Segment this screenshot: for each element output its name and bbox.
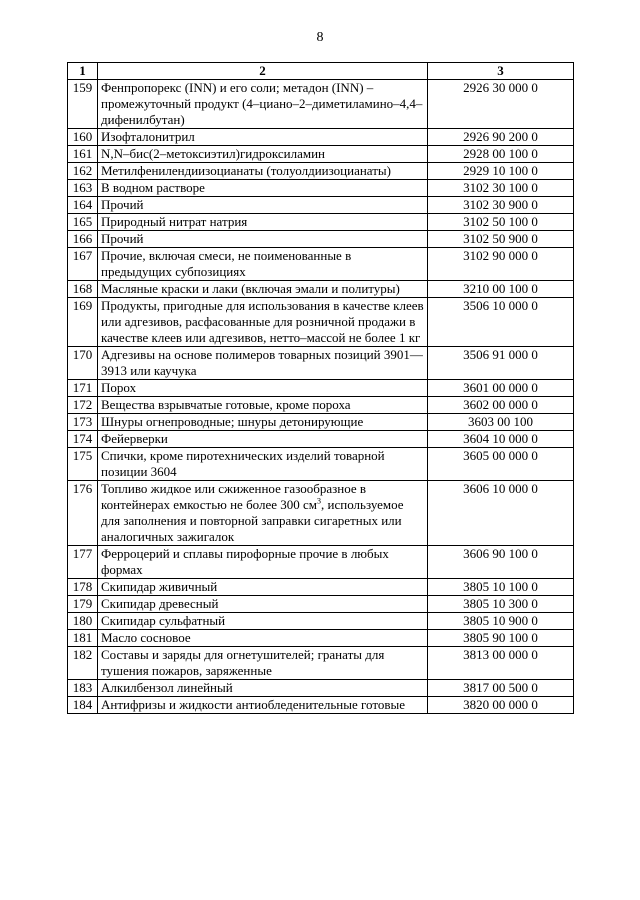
column-header-code: 3: [428, 63, 574, 80]
row-description: Скипидар древесный: [98, 596, 428, 613]
row-number: 180: [68, 613, 98, 630]
row-number: 184: [68, 697, 98, 714]
row-number: 183: [68, 680, 98, 697]
table-row: [68, 231, 574, 248]
row-code: 3805 10 100 0: [428, 579, 574, 596]
row-description: Вещества взрывчатые готовые, кроме пороха: [98, 397, 428, 414]
row-description: Природный нитрат натрия: [98, 214, 428, 231]
row-description: Прочие, включая смеси, не поименованные в предыдущих субпозициях: [98, 248, 428, 281]
row-description: Скипидар живичный: [98, 579, 428, 596]
row-description-part: , используемое для заполнения и повторной заправки сигаретных или аналогичных зажигалок: [101, 497, 404, 544]
row-description: Фейерверки: [98, 431, 428, 448]
row-description: [98, 481, 428, 546]
row-description: Масляные краски и лаки (включая эмали и политуры): [98, 281, 428, 298]
row-number: 166: [68, 231, 98, 248]
table-row: [68, 281, 574, 298]
row-code: 3817 00 500 0: [428, 680, 574, 697]
row-description: Шнуры огнепроводные; шнуры детонирующие: [98, 414, 428, 431]
row-number: 171: [68, 380, 98, 397]
row-number: 167: [68, 248, 98, 281]
row-description: Метилфенилендиизоцианаты (толуолдиизоцианаты): [98, 163, 428, 180]
page-number: 8: [316, 30, 324, 45]
table-row: [68, 397, 574, 414]
row-code: 3210 00 100 0: [428, 281, 574, 298]
row-code: 3820 00 000 0: [428, 697, 574, 714]
table-row: [68, 163, 574, 180]
row-description: Алкилбензол линейный: [98, 680, 428, 697]
table-row: [68, 630, 574, 647]
row-description: Продукты, пригодные для использования в качестве клеев или адгезивов, расфасованные для розничной продажи в качестве клеев или адгезивов, нетто–массой не более 1 кг: [98, 298, 428, 347]
column-header-number: 1: [68, 63, 98, 80]
table-row: [68, 431, 574, 448]
table-row: [68, 647, 574, 680]
row-description: Антифризы и жидкости антиобледенительные готовые: [98, 697, 428, 714]
row-code: 3102 30 100 0: [428, 180, 574, 197]
row-description: N,N–бис(2–метоксиэтил)гидроксиламин: [98, 146, 428, 163]
row-code: 3606 90 100 0: [428, 546, 574, 579]
row-code: 3601 00 000 0: [428, 380, 574, 397]
row-number: 179: [68, 596, 98, 613]
row-description: Изофталонитрил: [98, 129, 428, 146]
table-row: [68, 380, 574, 397]
row-code: 3102 90 000 0: [428, 248, 574, 281]
row-number: 178: [68, 579, 98, 596]
superscript-exponent: 3: [317, 496, 322, 506]
row-description: Ферроцерий и сплавы пирофорные прочие в любых формах: [98, 546, 428, 579]
row-code: 3805 10 300 0: [428, 596, 574, 613]
row-code: 3102 30 900 0: [428, 197, 574, 214]
row-number: 165: [68, 214, 98, 231]
row-number: 177: [68, 546, 98, 579]
row-code: 3602 00 000 0: [428, 397, 574, 414]
row-number: 162: [68, 163, 98, 180]
row-code: 3805 10 900 0: [428, 613, 574, 630]
row-description: Прочий: [98, 197, 428, 214]
table-row: [68, 180, 574, 197]
table-row: [68, 546, 574, 579]
column-header-description: 2: [98, 63, 428, 80]
table-row: [68, 481, 574, 546]
row-description: Скипидар сульфатный: [98, 613, 428, 630]
row-number: 169: [68, 298, 98, 347]
row-number: 182: [68, 647, 98, 680]
row-code: 3102 50 900 0: [428, 231, 574, 248]
row-number: 175: [68, 448, 98, 481]
row-code: 3506 91 000 0: [428, 347, 574, 380]
table-row: [68, 448, 574, 481]
row-number: 172: [68, 397, 98, 414]
table-row: [68, 197, 574, 214]
row-description: Составы и заряды для огнетушителей; гранаты для тушения пожаров, заряженные: [98, 647, 428, 680]
table-row: [68, 697, 574, 714]
table-row: [68, 347, 574, 380]
row-code: 2929 10 100 0: [428, 163, 574, 180]
row-code: 2926 90 200 0: [428, 129, 574, 146]
table-row: [68, 298, 574, 347]
row-description: Фенпропорекс (INN) и его соли; метадон (INN) – промежуточный продукт (4–циано–2–диметиламино–4,4–дифенилбутан): [98, 80, 428, 129]
row-number: 170: [68, 347, 98, 380]
row-code: 3506 10 000 0: [428, 298, 574, 347]
row-code: 3604 10 000 0: [428, 431, 574, 448]
table-row: [68, 596, 574, 613]
row-description: Спички, кроме пиротехнических изделий товарной позиции 3604: [98, 448, 428, 481]
row-description-part: Топливо жидкое или сжиженное газообразное в контейнерах емкостью не более 300 см: [101, 481, 367, 512]
row-code: 3813 00 000 0: [428, 647, 574, 680]
row-code: 3805 90 100 0: [428, 630, 574, 647]
table-row: [68, 680, 574, 697]
table-header-row: [68, 63, 574, 80]
table-row: [68, 248, 574, 281]
row-number: 174: [68, 431, 98, 448]
row-description: Адгезивы на основе полимеров товарных позиций 3901—3913 или каучука: [98, 347, 428, 380]
row-number: 160: [68, 129, 98, 146]
row-number: 159: [68, 80, 98, 129]
row-number: 164: [68, 197, 98, 214]
row-number: 161: [68, 146, 98, 163]
row-description: Порох: [98, 380, 428, 397]
row-description: В водном растворе: [98, 180, 428, 197]
table-row: [68, 414, 574, 431]
row-number: 176: [68, 481, 98, 546]
row-code: 3102 50 100 0: [428, 214, 574, 231]
table-row: [68, 146, 574, 163]
row-code: 3603 00 100: [428, 414, 574, 431]
row-code: 3606 10 000 0: [428, 481, 574, 546]
row-number: 168: [68, 281, 98, 298]
row-description: Прочий: [98, 231, 428, 248]
row-number: 163: [68, 180, 98, 197]
row-code: 2926 30 000 0: [428, 80, 574, 129]
table-row: [68, 129, 574, 146]
table-row: [68, 613, 574, 630]
row-description: Масло сосновое: [98, 630, 428, 647]
row-code: 3605 00 000 0: [428, 448, 574, 481]
table-row: [68, 579, 574, 596]
row-number: 181: [68, 630, 98, 647]
table-row: [68, 214, 574, 231]
table-row: [68, 80, 574, 129]
row-code: 2928 00 100 0: [428, 146, 574, 163]
row-number: 173: [68, 414, 98, 431]
goods-table: [67, 62, 574, 714]
